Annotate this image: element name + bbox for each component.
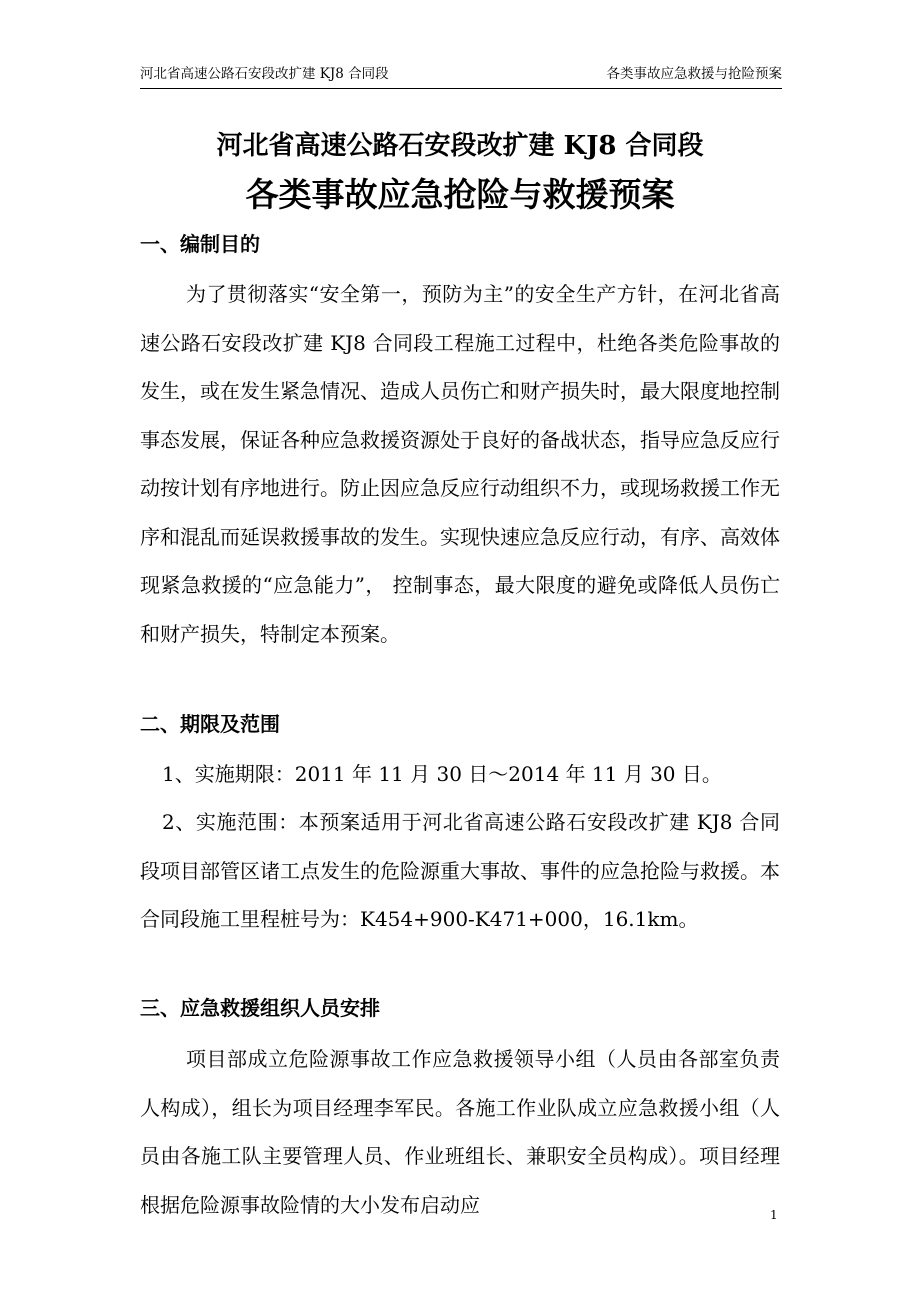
running-header (140, 62, 782, 89)
section-paragraph-purpose: 为了贯彻落实“安全第一，预防为主”的安全生产方针，在河北省高速公路石安段改扩建 KJ8 合同段工程施工过程中，杜绝各类危险事故的发生，或在发生紧急情况、造成人员伤亡和财产损失时，最大限度地控制事态发展，保证各种应急救援资源处于良好的备战状态，指导应急反应行动按计划有序地进行。防止因应急反应行动组织不力，或现场救援工作无序和混乱而延误救援事故的发生。实现快速应急反应行动，有序、高效体现紧急救援的“应急能力”， 控制事态，最大限度的避免或降低人员伤亡和财产损失，特制定本预案。 (140, 282, 780, 646)
document-title-line-2: 各类事故应急抢险与救援预案 (245, 175, 675, 214)
section-heading-period-scope: 二、期限及范围 (140, 712, 280, 736)
page-number: 1 (770, 1208, 778, 1222)
section-heading-purpose: 一、编制目的 (140, 232, 260, 256)
header-left-text: 河北省高速公路石安段改扩建 KJ8 合同段 (140, 66, 389, 82)
section-paragraph-organization: 项目部成立危险源事故工作应急救援领导小组（人员由各部室负责人构成），组长为项目经理李军民。各施工作业队成立应急救援小组（人员由各施工队主要管理人员、作业班组长、兼职安全员构成）。项目经理根据危险源事故险情的大小发布启动应 (140, 1047, 780, 1217)
document-title-line-1: 河北省高速公路石安段改扩建 KJ8 合同段 (216, 131, 704, 161)
scope-item: 2、实施范围：本预案适用于河北省高速公路石安段改扩建 KJ8 合同段项目部管区诸工点发生的危险源重大事故、事件的应急抢险与救援。本合同段施工里程桩号为：K454+900-K471+000，16.1km。 (140, 810, 780, 931)
header-right-text: 各类事故应急救援与抢险预案 (606, 66, 782, 82)
period-item: 1、实施期限：2011 年 11 月 30 日～2014 年 11 月 30 日。 (162, 762, 722, 786)
section-heading-organization: 三、应急救援组织人员安排 (140, 996, 380, 1020)
